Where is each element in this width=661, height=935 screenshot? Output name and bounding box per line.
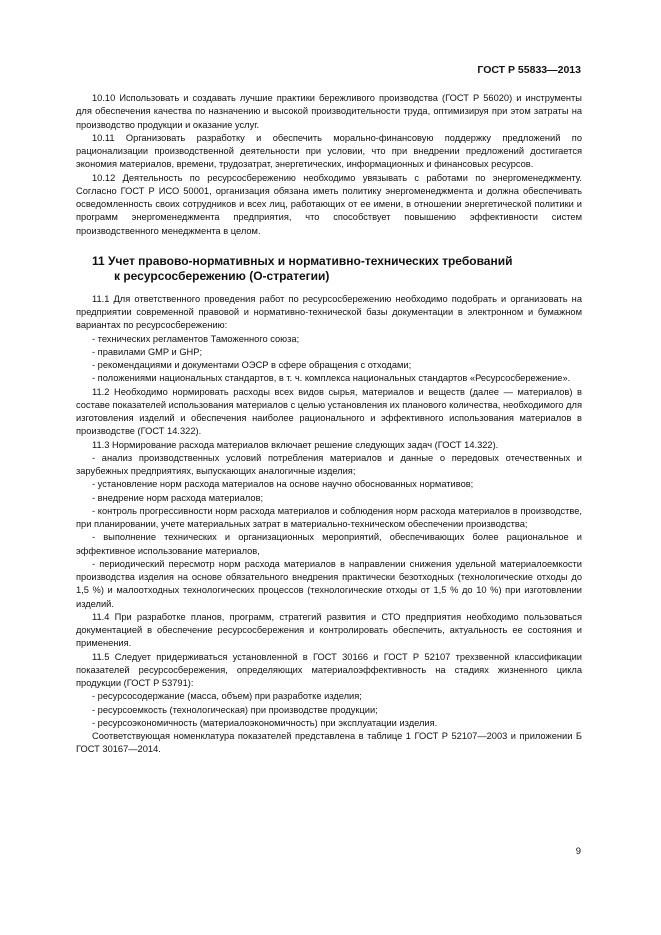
spacer <box>76 285 582 293</box>
section-title-line1: 11 Учет правово-нормативных и нормативно-технических требований <box>92 253 513 268</box>
list-item: - установление норм расхода материалов на основе научно обоснованных нормативов; <box>92 479 474 490</box>
page-body <box>76 92 582 757</box>
list-item: - внедрение норм расхода материалов; <box>92 492 264 503</box>
paragraph-10-10: 10.10 Использовать и создавать лучшие практики бережливого производства (ГОСТ Р 56020) и инструменты для обеспечения качества по назначению и высокой производительности труда, оптимизируя при этом затраты на производство продукции и оказание услуг. <box>76 93 582 130</box>
page-number: 9 <box>575 846 581 857</box>
section-title <box>76 254 582 285</box>
paragraph-10-12: 10.12 Деятельность по ресурсосбережению необходимо увязывать с работами по энергоменеджменту. Согласно ГОСТ Р ИСО 50001, организация обязана иметь политику энергоменеджмента и должна обеспечивать осведомленность своих сотрудников и всех лиц, работающих от ее имени, в отношении энергетической политики и программ энергоменеджмента предприятия, что способствует повышению эффективности систем производственного менеджмента в целом. <box>76 172 582 236</box>
paragraph-11-2: 11.2 Необходимо нормировать расходы всех видов сырья, материалов и веществ (далее — материалов) в составе показателей использования материалов с целью установления их планового количества, необходимого для изготовления изделий и обеспечения наиболее рационального и эффективного использования материалов в производстве (ГОСТ 14.322). <box>76 386 582 437</box>
list-item: - правилами GMP и GHP; <box>92 346 203 357</box>
spacer <box>76 238 582 254</box>
paragraph-11-1: 11.1 Для ответственного проведения работ по ресурсосбережению необходимо подобрать и организовать на предприятии современной правовой и нормативно-технической базы документации в электронном и бумажном вариантах по ресурсосбережению: <box>76 293 582 331</box>
list-item: - рекомендациями и документами ОЭСР в сфере обращения с отходами; <box>92 360 412 370</box>
document-code: ГОСТ Р 55833—2013 <box>477 64 581 76</box>
list-item: - анализ производственных условий потребления материалов и данные о передовых отечественных и зарубежных предприятиях, выпускающих аналогичные изделия; <box>76 452 582 476</box>
paragraph-11-4: 11.4 При разработке планов, программ, стратегий развития и СТО предприятия необходимо пользоваться документацией в обеспечение ресурсосбережения и контролировать обеспечить, актуальность ее состояния и применения. <box>76 611 582 649</box>
paragraph-11-3: 11.3 Нормирование расхода материалов включает решение следующих задач (ГОСТ 14.322). <box>92 439 499 450</box>
list-item: - положениями национальных стандартов, в т. ч. комплекса национальных стандартов «Ресурсосбережение». <box>92 373 571 384</box>
list-item: - периодический пересмотр норм расхода материалов в направлении снижения удельной материалоемкости производства изделия на основе обязательного внедрения практически безотходных (технологические отходы до 1,5 %) и малоотходных технологических процессов (технологические отходы от 1,5 % до 10 %) при изготовлении изделий. <box>76 558 582 609</box>
list-item: - выполнение технических и организационных мероприятий, обеспечивающих более рациональное и эффективное использование материалов, <box>76 532 582 556</box>
section-title-line2: к ресурсосбережению (О-стратегии) <box>114 269 330 284</box>
list-item: - ресурсосодержание (масса, объем) при разработке изделия; <box>92 691 362 702</box>
list-item: - контроль прогрессивности норм расхода материалов и соблюдения норм расхода материалов в производстве, при планировании, учете материальных затрат в материально-техническом обеспечении производства; <box>76 505 582 529</box>
closing-paragraph: Соответствующая номенклатура показателей представлена в таблице 1 ГОСТ Р 52107—2003 и приложении Б ГОСТ 30167—2014. <box>76 731 582 755</box>
list-item: - ресурсоэкономичность (материалоэкономичность) при эксплуатации изделия. <box>92 717 438 728</box>
paragraph-11-5: 11.5 Следует придерживаться установленной в ГОСТ 30166 и ГОСТ Р 52107 трехзвенной классификации показателей ресурсосбережения, определяющих материалоэффективность на стадиях жизненного цикла продукции (ГОСТ Р 53791): <box>76 651 582 688</box>
paragraph-10-11: 10.11 Организовать разработку и обеспечить морально-финансовую поддержку предложений по рационализации производственной деятельности при условии, что при внедрении предложений достигается экономия материалов, времени, трудозатрат, энергетических, информационных и финансовых ресурсов. <box>76 132 582 170</box>
list-item: - технических регламентов Таможенного союза; <box>92 333 300 344</box>
list-item: - ресурсоемкость (технологическая) при производстве продукции; <box>92 704 378 715</box>
